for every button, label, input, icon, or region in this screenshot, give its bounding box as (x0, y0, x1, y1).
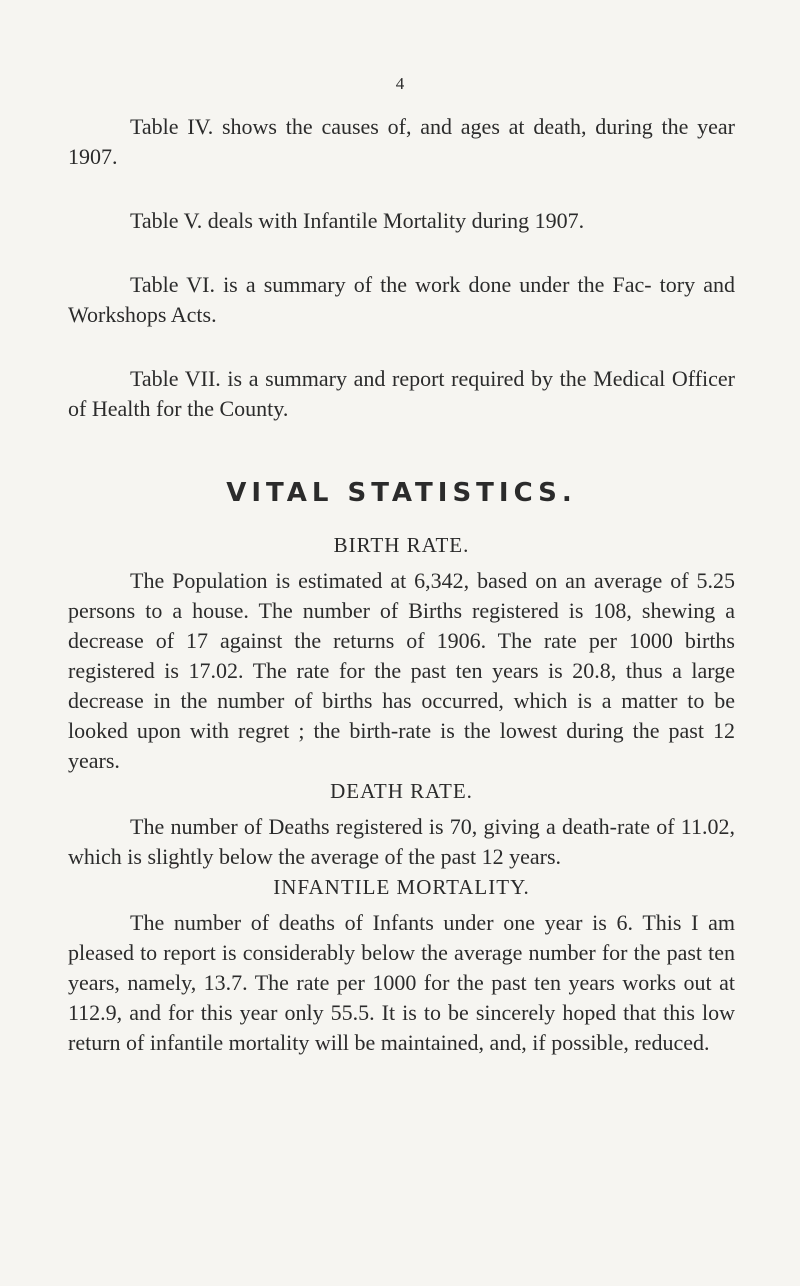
vital-statistics-heading: VITAL STATISTICS. (226, 478, 577, 508)
table-iv-paragraph: Table IV. shows the causes of, and ages at death, during the year 1907. (68, 114, 735, 169)
table-vii-paragraph: Table VII. is a summary and report required by the Medical Officer of Health for the County. (68, 366, 735, 421)
birth-rate-heading: BIRTH RATE. (333, 533, 470, 557)
birth-rate-paragraph: The Population is estimated at 6,342, based on an average of 5.25 persons to a house. The number of Births registered is 108, shewing a decrease of 17 against the returns of 1906. The rate per 1000 births registered is 17.02. The rate for the past ten years is 20.8, thus a large decrease in the number of births has occurred, which is a matter to be looked upon with regret ; the birth-rate is the lowest during the past 12 years. (68, 568, 735, 773)
infantile-mortality-heading: INFANTILE MORTALITY. (273, 875, 530, 899)
table-vi-paragraph: Table VI. is a summary of the work done under the Fac- tory and Workshops Acts. (68, 272, 735, 327)
death-rate-paragraph: The number of Deaths registered is 70, giving a death-rate of 11.02, which is slightly below the average of the past 12 years. (68, 814, 735, 869)
text-column (68, 112, 735, 1058)
death-rate-heading: DEATH RATE. (330, 779, 473, 803)
table-v-paragraph: Table V. deals with Infantile Mortality during 1907. (130, 208, 585, 233)
page-number: 4 (395, 74, 405, 93)
infantile-mortality-paragraph: The number of deaths of Infants under one year is 6. This I am pleased to report is considerably below the average number for the past ten years, namely, 13.7. The rate per 1000 for the past ten years works out at 112.9, and for this year only 55.5. It is to be sincerely hoped that this low return of infantile mortality will be maintained, and, if possible, reduced. (68, 910, 735, 1055)
